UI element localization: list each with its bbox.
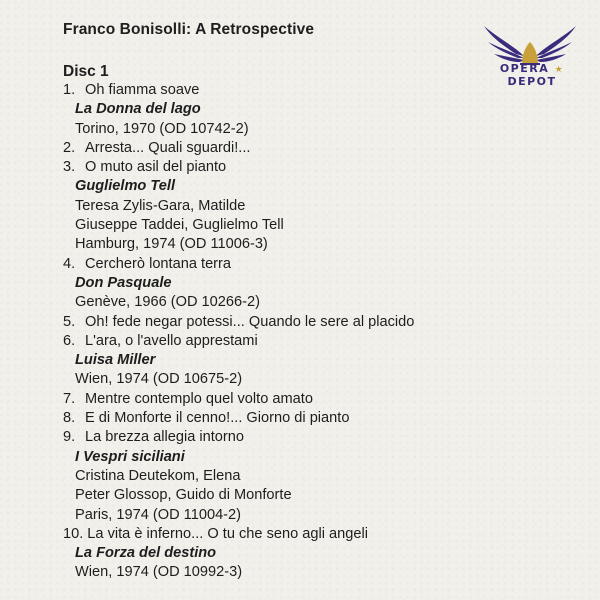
track-item <box>63 158 414 254</box>
track-number: 10. <box>63 525 84 542</box>
logo-wordmark <box>482 62 582 88</box>
track-title-line <box>63 332 414 351</box>
track-opera: Luisa Miller <box>75 352 156 369</box>
track-title: La vita è inferno... O tu che seno agli angeli <box>87 525 368 542</box>
track-detail: Giuseppe Taddei, Guglielmo Tell <box>75 217 284 234</box>
track-number: 1. <box>63 82 76 98</box>
logo-star-icon: ★ <box>554 65 565 75</box>
track-title-line <box>63 313 414 332</box>
track-opera: Don Pasquale <box>75 274 172 291</box>
track-item <box>63 139 414 158</box>
track-list <box>63 81 414 583</box>
logo-text-right: DEPOT <box>507 75 557 88</box>
track-detail: Genève, 1966 (OD 10266-2) <box>75 294 260 311</box>
track-number: 8. <box>63 410 76 427</box>
track-detail: Torino, 1970 (OD 10742-2) <box>75 120 249 137</box>
track-item <box>63 81 414 139</box>
track-detail: Peter Glossop, Guido di Monforte <box>75 487 292 504</box>
track-item <box>63 390 414 409</box>
track-item <box>63 428 414 524</box>
track-detail: Wien, 1974 (OD 10992-3) <box>75 564 243 581</box>
track-title: Arresta... Quali sguardi!... <box>85 139 251 156</box>
track-opera: Guglielmo Tell <box>75 178 176 195</box>
track-number: 4. <box>63 255 76 272</box>
track-title-line <box>63 158 414 177</box>
track-number: 5. <box>63 313 76 330</box>
logo-text-left: OPERA <box>499 62 550 75</box>
track-item <box>63 313 414 332</box>
disc-label: Disc 1 <box>63 63 109 80</box>
track-item <box>63 525 414 583</box>
track-title: O muto asil del pianto <box>85 159 227 176</box>
track-title-line <box>63 390 414 409</box>
track-title: La brezza allegia intorno <box>85 429 245 446</box>
track-title: Cercherò lontana terra <box>85 255 232 272</box>
track-title-line <box>63 139 414 158</box>
track-number: 2. <box>63 139 76 156</box>
track-detail: Paris, 1974 (OD 11004-2) <box>75 506 242 523</box>
track-number: 9. <box>63 429 76 446</box>
track-title: E di Monforte il cenno!... Giorno di pianto <box>85 410 350 427</box>
track-title: Oh! fede negar potessi... Quando le sere al placido <box>85 313 415 330</box>
track-detail: Teresa Zylis-Gara, Matilde <box>75 197 246 214</box>
track-item <box>63 332 414 390</box>
track-opera: La Donna del lago <box>75 101 201 118</box>
track-title-line <box>63 409 414 428</box>
track-title: Mentre contemplo quel volto amato <box>85 390 313 407</box>
page-title: Franco Bonisolli: A Retrospective <box>63 21 315 38</box>
track-number: 3. <box>63 159 76 176</box>
track-title-line <box>63 428 414 447</box>
track-item <box>63 409 414 428</box>
track-opera: La Forza del destino <box>75 545 217 562</box>
track-title-line <box>63 525 414 544</box>
track-number: 7. <box>63 390 76 407</box>
track-detail: Cristina Deutekom, Elena <box>75 467 241 484</box>
track-detail: Hamburg, 1974 (OD 11006-3) <box>75 236 268 253</box>
track-title: L'ara, o l'avello apprestami <box>85 332 258 349</box>
track-title: Oh fiamma soave <box>85 82 200 98</box>
track-item <box>63 255 414 313</box>
track-title-line <box>63 255 414 274</box>
track-number: 6. <box>63 332 76 349</box>
track-title-line <box>63 81 414 100</box>
track-detail: Wien, 1974 (OD 10675-2) <box>75 371 243 388</box>
track-opera: I Vespri siciliani <box>75 448 185 465</box>
